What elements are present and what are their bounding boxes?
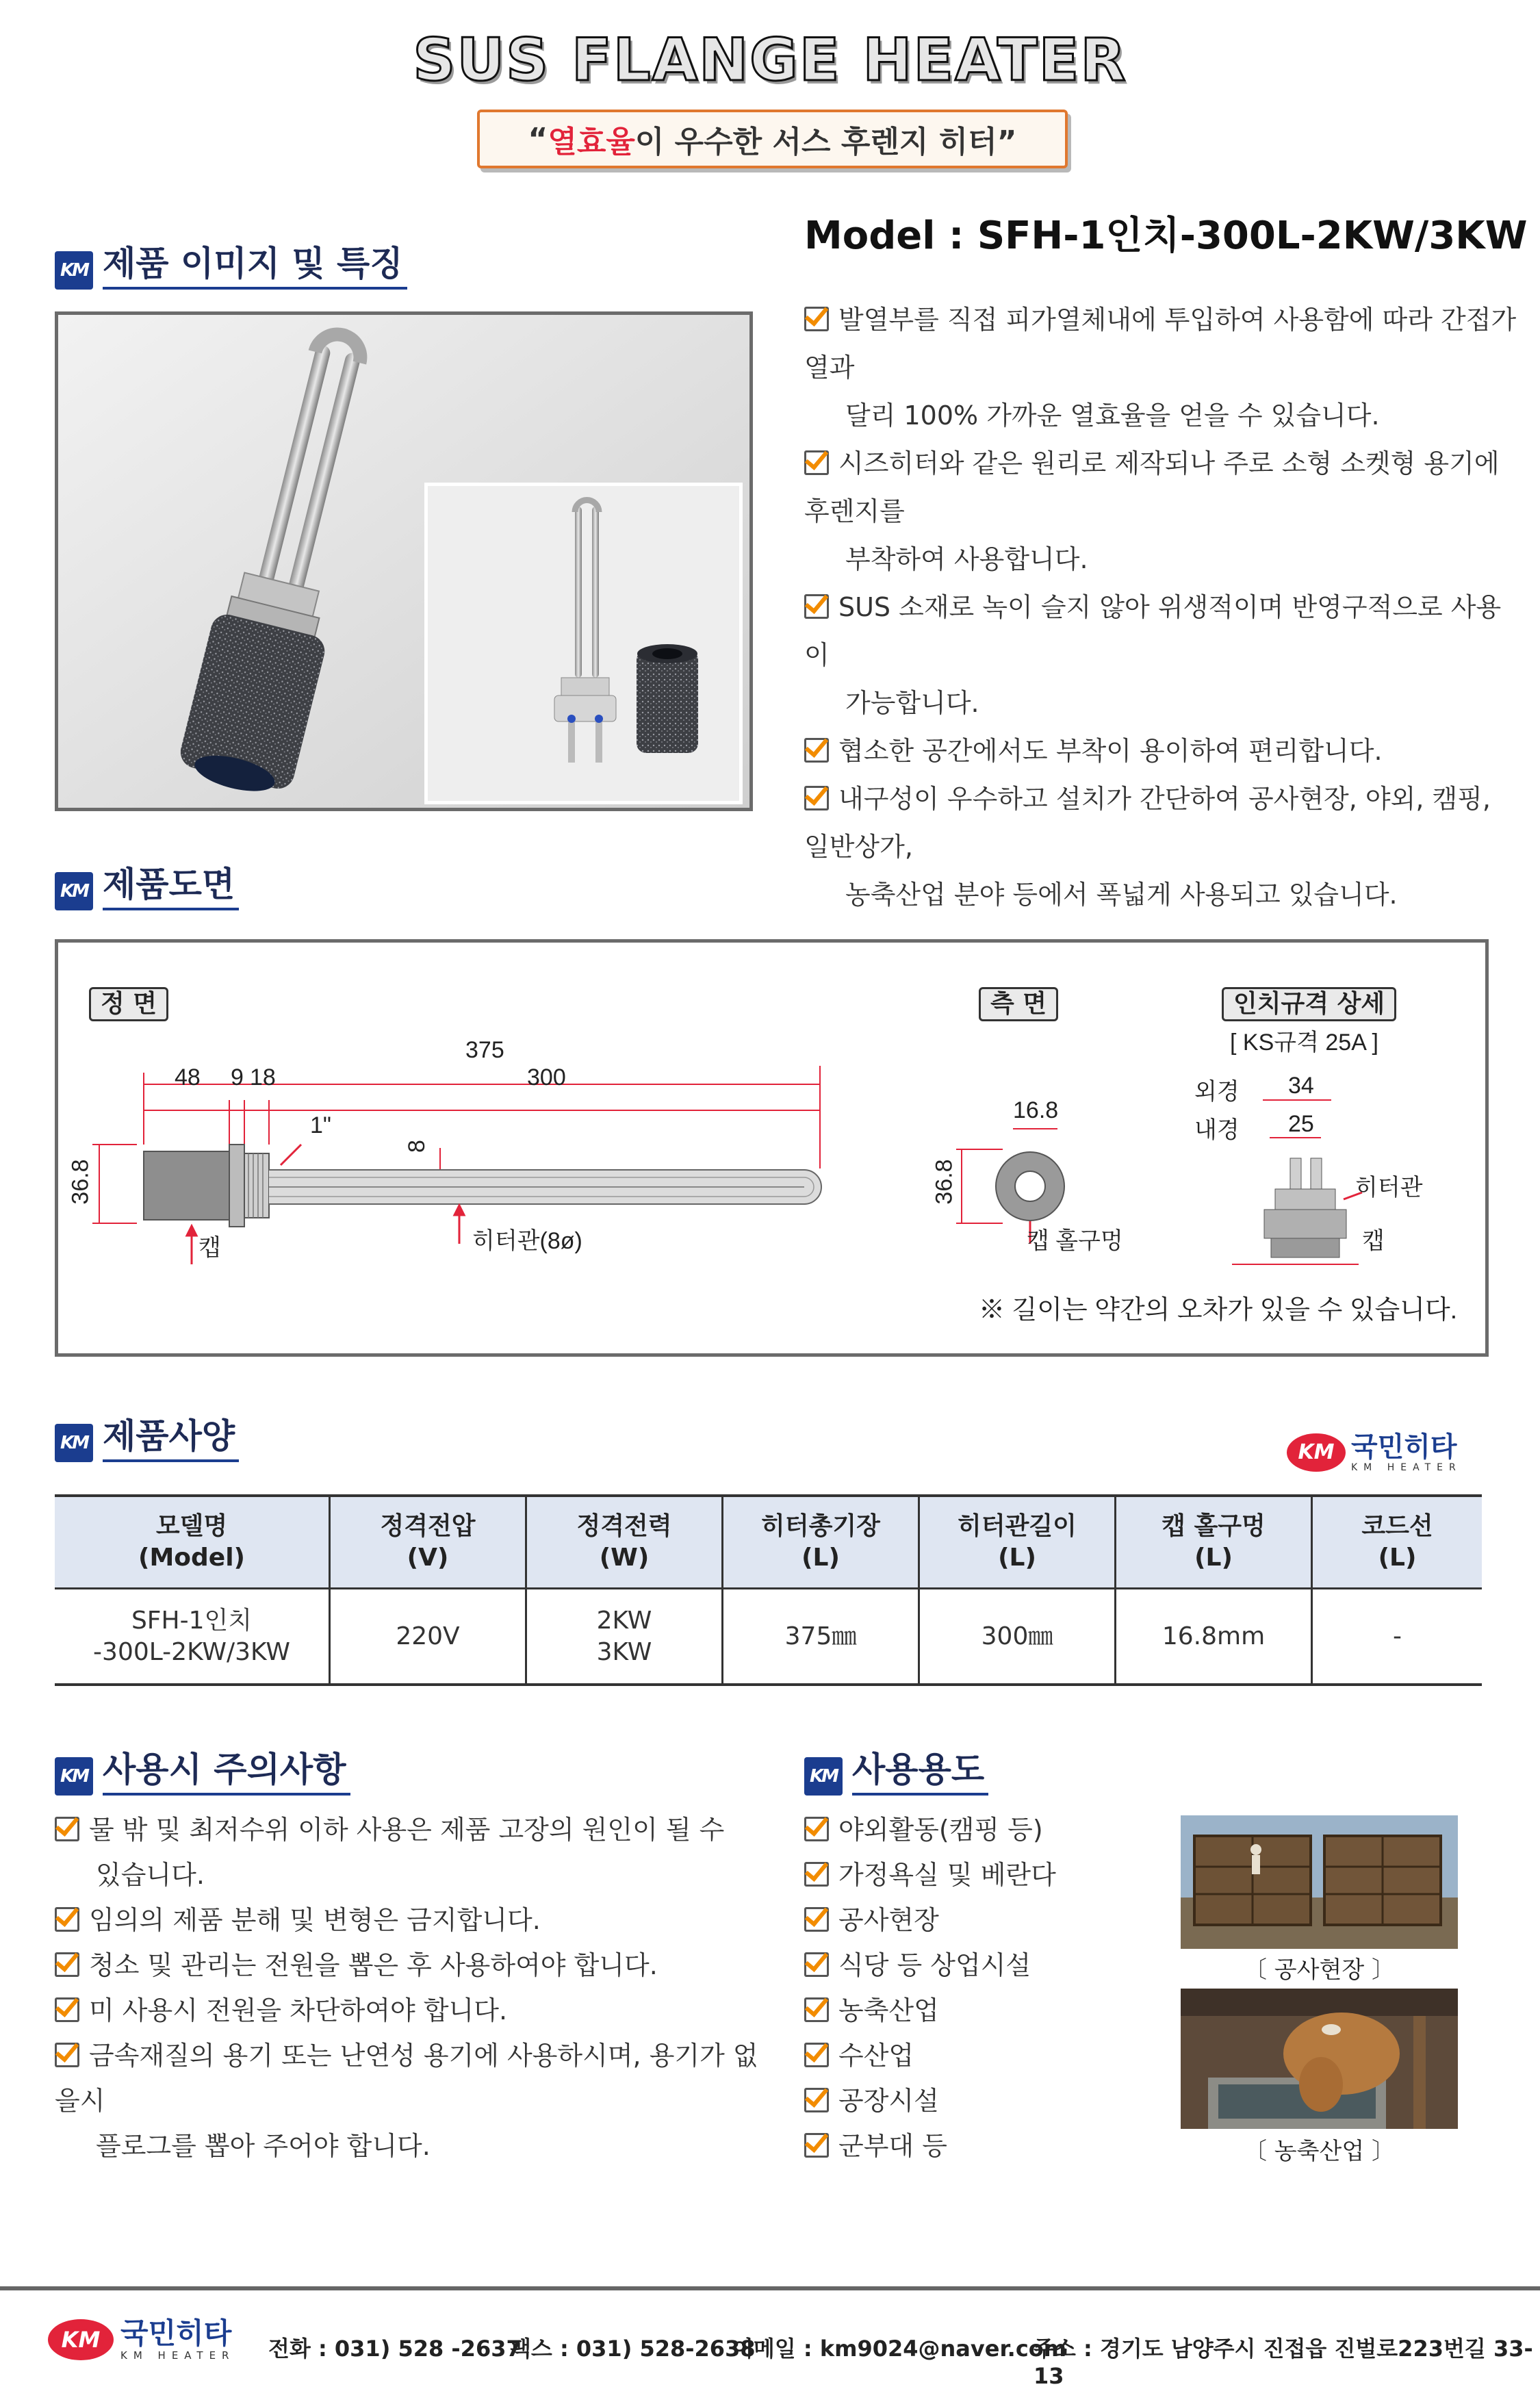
table-cell: 16.8mm — [1116, 1589, 1312, 1685]
list-item: 임의의 제품 분해 및 변형은 금지합니다. — [55, 1898, 780, 1943]
inner-diameter-label: 내경 — [1194, 1117, 1240, 1143]
feature-text: 가능합니다. — [845, 688, 979, 718]
heater-cap-photo-icon — [428, 486, 739, 801]
feature-item — [804, 439, 1523, 583]
check-icon — [804, 1997, 829, 2022]
dim-hole-diameter: 16.8 — [1013, 1097, 1059, 1123]
brand-name: 국민히타 — [1351, 1431, 1457, 1463]
footer-brand — [48, 2318, 235, 2362]
list-item: 식당 등 상업시설 — [804, 1943, 1188, 1988]
brand-sub: KM HEATER — [1351, 1462, 1462, 1473]
section-header-features — [55, 243, 407, 290]
page-title: SUS FLANGE HEATER — [413, 26, 1127, 94]
section-title: 사용시 주의사항 — [103, 1749, 350, 1796]
list-item: 공장시설 — [804, 2078, 1188, 2123]
list-item: 군부대 등 — [804, 2123, 1188, 2169]
table-header: 정격전압 (V) — [330, 1496, 526, 1589]
product-drawing — [55, 939, 1489, 1357]
footer — [0, 2286, 1540, 2389]
list-item: 청소 및 관리는 전원을 뽑은 후 사용하여야 합니다. — [55, 1943, 780, 1988]
feature-text: SUS 소재로 녹이 슬지 않아 위생적이며 반영구적으로 사용이 — [804, 592, 1502, 670]
detail-tube-label: 히터관 — [1355, 1175, 1423, 1201]
feature-list — [804, 296, 1523, 919]
spec-table — [55, 1494, 1482, 1686]
check-icon — [804, 594, 829, 619]
feature-item — [804, 583, 1523, 727]
side-view-tag: 측 면 — [979, 987, 1058, 1021]
feature-text: 농축산업 분야 등에서 폭넓게 사용되고 있습니다. — [845, 880, 1398, 910]
table-header-row — [55, 1496, 1482, 1589]
check-icon — [804, 1862, 829, 1887]
inner-diameter-value: 25 — [1288, 1111, 1314, 1137]
km-logo-icon: KM — [804, 1757, 843, 1796]
section-header-usage — [804, 1749, 988, 1796]
km-logo-icon: KM — [55, 251, 93, 290]
check-icon — [804, 450, 829, 475]
dim-tube-diameter: 8 — [403, 1140, 430, 1153]
table-header: 히터관길이 (L) — [919, 1496, 1116, 1589]
outer-diameter-label: 외경 — [1194, 1079, 1240, 1105]
section-title: 제품 이미지 및 특징 — [103, 243, 407, 290]
list-item: 금속재질의 용기 또는 난연성 용기에 사용하시며, 용기가 없을시 플로그를 뽑아 주어야 합니다. — [55, 2041, 758, 2161]
drawing-lines-icon — [58, 943, 1478, 1346]
table-header: 히터총기장 (L) — [723, 1496, 919, 1589]
km-logo-icon: KM — [55, 1424, 93, 1462]
section-header-drawing — [55, 864, 239, 910]
cow-photo-icon — [1181, 1989, 1458, 2129]
dim-flange-9: 9 — [231, 1064, 244, 1090]
dim-thread-1inch: 1" — [310, 1112, 331, 1138]
km-brand-icon: KM — [1287, 1433, 1346, 1472]
outer-diameter-value: 34 — [1288, 1073, 1314, 1099]
list-item: 가정욕실 및 베란다 — [804, 1852, 1188, 1898]
cap-label: 캡 — [198, 1235, 221, 1261]
feature-item — [804, 296, 1523, 439]
table-header: 캡 홀구멍 (L) — [1116, 1496, 1312, 1589]
check-icon — [804, 2088, 829, 2112]
table-cell: 220V — [330, 1589, 526, 1685]
feature-text: 시즈히터와 같은 원리로 제작되나 주로 소형 소켓형 용기에 후렌지를 — [804, 448, 1500, 526]
feature-text: 내구성이 우수하고 설치가 간단하여 공사현장, 야외, 캠핑, 일반상가, — [804, 784, 1491, 862]
feature-text: 부착하여 사용합니다. — [845, 544, 1088, 574]
footer-address: 주소 : 경기도 남양주시 진접읍 진벌로223번길 33-13 — [1034, 2336, 1533, 2389]
dim-side-height: 36.8 — [931, 1159, 958, 1205]
detail-cap-label: 캡 — [1362, 1228, 1385, 1254]
table-header: 정격전력 (W) — [526, 1496, 723, 1589]
section-header-caution — [55, 1749, 350, 1796]
check-icon — [804, 738, 829, 763]
list-item: 미 사용시 전원을 차단하여야 합니다. — [55, 1988, 780, 2033]
brand-name: 국민히타 — [120, 2316, 232, 2350]
dim-total-length: 375 — [465, 1037, 504, 1063]
subtitle-open: “ — [528, 121, 548, 157]
construction-site-photo — [1181, 1815, 1458, 1949]
model-name: Model : SFH-1인치-300L-2KW/3KW — [804, 214, 1528, 258]
photo-caption: 〔 공사현장 〕 — [1244, 1956, 1395, 1984]
feature-item — [804, 727, 1523, 775]
check-icon — [804, 1817, 829, 1841]
km-logo-icon: KM — [55, 1757, 93, 1796]
list-item: 물 밖 및 최저수위 이하 사용은 제품 고장의 원인이 될 수 있습니다. — [55, 1807, 780, 1898]
list-item: 야외활동(캠핑 등) — [804, 1807, 1188, 1852]
check-icon — [55, 2043, 79, 2067]
feature-text: 달리 100% 가까운 열효율을 얻을 수 있습니다. — [845, 400, 1380, 431]
table-header: 모델명 (Model) — [55, 1496, 330, 1589]
footer-fax: 팩스 : 031) 528-2638 — [510, 2336, 756, 2362]
table-row — [55, 1589, 1482, 1685]
front-view-tag: 정 면 — [89, 987, 168, 1021]
subtitle-rest: 이 우수한 서스 후렌지 히터” — [634, 125, 1017, 159]
check-icon — [804, 2043, 829, 2067]
dim-cap-height: 36.8 — [67, 1159, 94, 1205]
list-item: 농축산업 — [804, 1988, 1188, 2033]
feature-text: 협소한 공간에서도 부착이 용이하여 편리합니다. — [838, 736, 1383, 766]
tolerance-note: ※ 길이는 약간의 오차가 있을 수 있습니다. — [979, 1296, 1458, 1325]
check-icon — [55, 1997, 79, 2022]
table-cell: 2KW 3KW — [526, 1589, 723, 1685]
dim-thread-18: 18 — [250, 1064, 276, 1090]
cap-hole-label: 캡 홀구멍 — [1027, 1228, 1123, 1254]
subtitle-banner — [477, 110, 1068, 168]
check-icon — [55, 1952, 79, 1977]
check-icon — [804, 1952, 829, 1977]
caution-list — [55, 1807, 780, 2169]
footer-phone: 전화 : 031) 528 -2637 — [268, 2336, 522, 2362]
km-brand-icon: KM — [48, 2319, 114, 2360]
list-item: 수산업 — [804, 2033, 1188, 2078]
table-cell: 375㎜ — [723, 1589, 919, 1685]
check-icon — [804, 1907, 829, 1932]
check-icon — [804, 2133, 829, 2158]
list-item: 공사현장 — [804, 1898, 1188, 1943]
construction-photo-icon — [1181, 1815, 1458, 1949]
footer-email: 이메일 : km9024@naver.com — [732, 2336, 1067, 2362]
table-header: 코드선 (L) — [1312, 1496, 1483, 1589]
feature-text: 발열부를 직접 피가열체내에 투입하여 사용함에 따라 간접가열과 — [804, 305, 1517, 383]
table-cell: SFH-1인치 -300L-2KW/3KW — [55, 1589, 330, 1685]
subtitle-highlight: 열효율 — [548, 125, 635, 159]
feature-item — [804, 775, 1523, 919]
check-icon — [55, 1907, 79, 1932]
dim-cap-length: 48 — [175, 1064, 201, 1090]
check-icon — [804, 786, 829, 810]
livestock-photo — [1181, 1989, 1458, 2129]
section-title: 제품사양 — [103, 1416, 239, 1462]
check-icon — [804, 307, 829, 331]
brand-logo — [1287, 1432, 1462, 1473]
section-title: 사용용도 — [852, 1749, 988, 1796]
check-icon — [55, 1817, 79, 1841]
km-logo-icon: KM — [55, 872, 93, 910]
section-header-spec — [55, 1416, 239, 1462]
ks-standard-label: [ KS규격 25A ] — [1230, 1030, 1378, 1056]
inch-detail-tag: 인치규격 상세 — [1222, 987, 1396, 1021]
brand-sub: KM HEATER — [120, 2349, 235, 2362]
photo-caption: 〔 농축산업 〕 — [1244, 2138, 1395, 2165]
table-cell: 300㎜ — [919, 1589, 1116, 1685]
product-photo-inset — [424, 483, 743, 804]
table-cell: - — [1312, 1589, 1483, 1685]
usage-list — [804, 1807, 1188, 2169]
tube-label: 히터관(8ø) — [472, 1228, 582, 1254]
dim-tube-length: 300 — [527, 1064, 566, 1090]
section-title: 제품도면 — [103, 864, 239, 910]
